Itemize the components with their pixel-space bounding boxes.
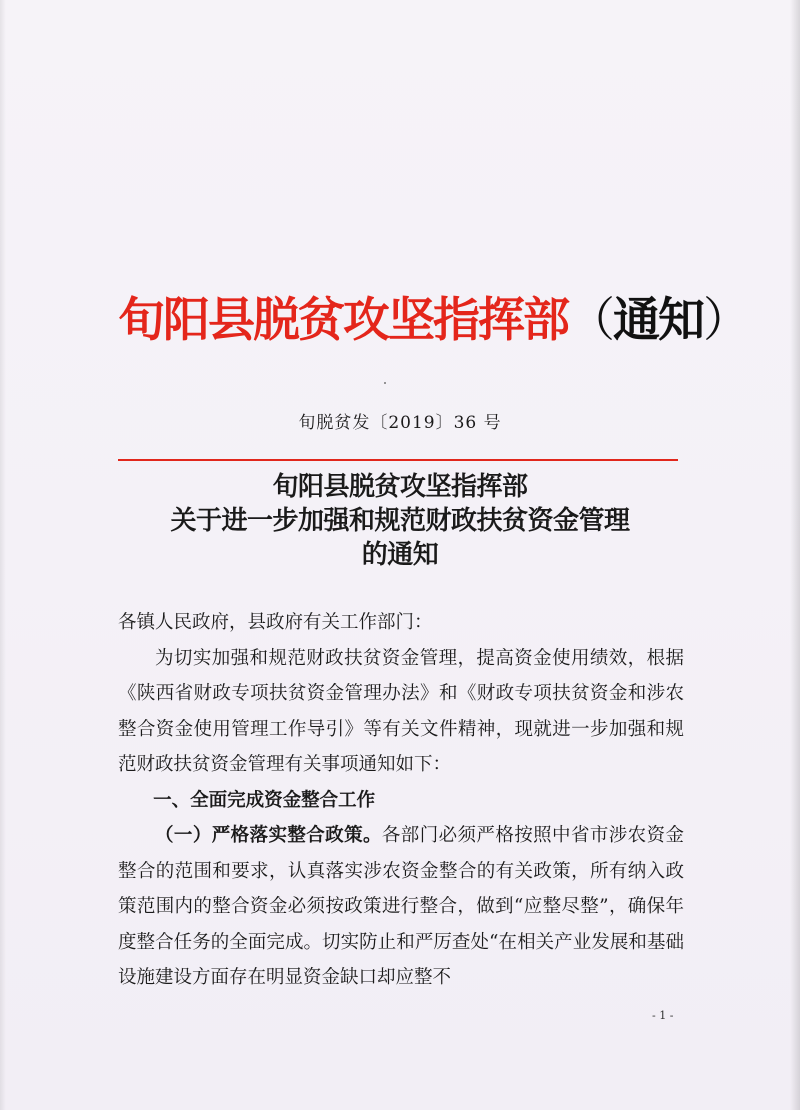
header-doc-kind: 通知 — [613, 293, 703, 348]
document-title — [0, 470, 800, 572]
intro-paragraph: 为切实加强和规范财政扶贫资金管理，提高资金使用绩效，根据《陕西省财政专项扶贫资金管理办法》和《财政专项扶贫资金和涉农整合资金使用管理工作导引》等有关文件精神，现就进一步加强和规范财政扶贫资金管理有关事项通知如下： — [118, 647, 684, 775]
page-number: - 1 - — [652, 1009, 674, 1022]
header-paren-close: ） — [703, 293, 748, 348]
subsection-paragraph — [118, 818, 684, 996]
section-heading: 一、全面完成资金整合工作 — [153, 789, 376, 811]
scan-dot — [384, 382, 386, 384]
header-org-name: 旬阳县脱贫攻坚指挥部 — [118, 293, 568, 348]
subsection-text: 各部门必须严格按照中省市涉农资金整合的范围和要求，认真落实涉农资金整合的有关政策，所有纳入政策范围内的整合资金必须按政策进行整合，做到“应整尽整”，确保年度整合任务的全面完成。切实防止和严厉查处“在相关产业发展和基础设施建设方面存在明显资金缺口却应整不 — [118, 825, 684, 988]
red-header — [118, 286, 748, 356]
red-separator-line — [118, 459, 678, 461]
header-paren-open: （ — [568, 293, 613, 348]
document-body — [118, 605, 684, 996]
title-line-3: 的通知 — [361, 540, 439, 570]
subsection-label: （一）严格落实整合政策。 — [155, 825, 382, 846]
salutation: 各镇人民政府，县政府有关工作部门： — [118, 612, 433, 633]
title-line-1: 旬阳县脱贫攻坚指挥部 — [272, 472, 528, 502]
document-number: 旬脱贫发〔2019〕36 号 — [298, 413, 502, 433]
title-line-2: 关于进一步加强和规范财政扶贫资金管理 — [170, 506, 630, 536]
